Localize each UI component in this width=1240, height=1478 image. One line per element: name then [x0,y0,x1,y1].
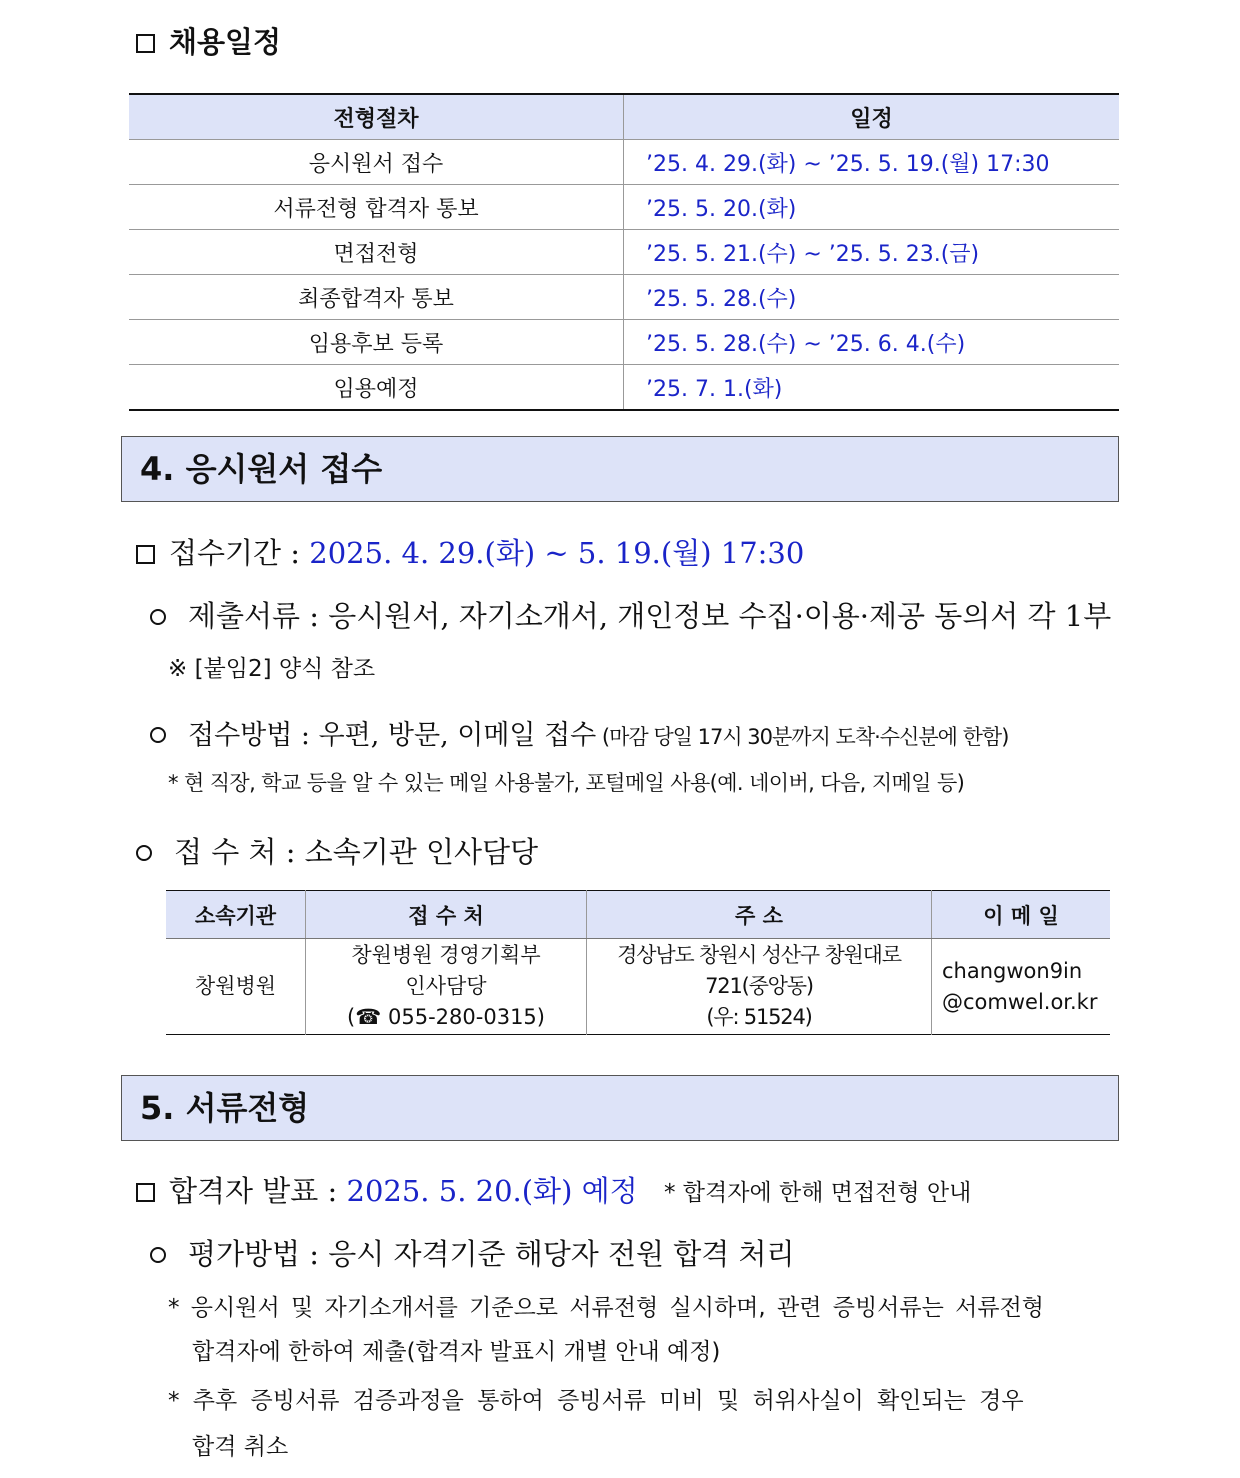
schedule-table [129,93,1119,411]
note-2-line-1: * 추후 증빙서류 검증과정을 통하여 증빙서류 미비 및 허위사실이 확인되는 경우 [168,1388,1024,1414]
method-note: * 현 직장, 학교 등을 알 수 있는 메일 사용불가, 포털메일 사용(예. 네이버, 다음, 지메일 등) [168,771,965,795]
eval-line: 평가방법 : 응시 자격기준 해당자 전원 합격 처리 [150,1232,795,1273]
table-row: 임용후보 등록 ’25. 5. 28.(수) ~ ’25. 6. 4.(수) [129,320,1119,365]
section-4-title: 4. 응시원서 접수 [121,436,1119,502]
announce-note: * 합격자에 한해 면접전형 안내 [664,1180,972,1206]
table-row: 최종합격자 통보 ’25. 5. 28.(수) [129,275,1119,320]
announce-line: 합격자 발표 : 2025. 5. 20.(화) 예정 [136,1169,638,1210]
table-row: 서류전형 합격자 통보 ’25. 5. 20.(화) [129,185,1119,230]
table-header-row [129,94,1119,140]
note-1-line-2: 합격자에 한하여 제출(합격자 발표시 개별 안내 예정) [192,1339,721,1365]
section-5-title: 5. 서류전형 [121,1075,1119,1141]
receiving-office-table [166,890,1110,1035]
docs-line: 제출서류 : 응시원서, 자기소개서, 개인정보 수집·이용·제공 동의서 각 1부 [150,594,1111,635]
checkbox-square-icon [136,545,155,564]
circle-bullet-icon [150,609,166,625]
table-row: 창원병원 창원병원 경영기획부 인사담당 (☎ 055-280-0315) 경상남도 창원시 성산구 창원대로 721(중앙동) (우: 51524) changwon9in @comwel.or.kr [166,939,1110,1035]
table-row: 응시원서 접수 ’25. 4. 29.(화) ~ ’25. 5. 19.(월) 17:30 [129,140,1119,185]
table-row: 면접전형 ’25. 5. 21.(수) ~ ’25. 5. 23.(금) [129,230,1119,275]
circle-bullet-icon [150,727,166,743]
docs-note: ※ [붙임2] 양식 참조 [168,656,376,682]
col-date-header: 일정 [624,94,1120,140]
table-row: 임용예정 ’25. 7. 1.(화) [129,365,1119,411]
col-step-header: 전형절차 [129,94,624,140]
email-cell: changwon9in @comwel.or.kr [942,958,1098,1014]
office-cell: 창원병원 경영기획부 인사담당 (☎ 055-280-0315) [306,939,587,1035]
period-line: 접수기간 : 2025. 4. 29.(화) ~ 5. 19.(월) 17:30 [136,531,804,572]
address-cell: 경상남도 창원시 성산구 창원대로 721(중앙동) (우: 51524) [587,939,932,1035]
circle-bullet-icon [136,845,152,861]
method-line: 접수방법 : 우편, 방문, 이메일 접수 (마감 당일 17시 30분까지 도착·수신분에 한함) [150,713,1008,752]
note-1-line-1: * 응시원서 및 자기소개서를 기준으로 서류전형 실시하며, 관련 증빙서류는 서류전형 [168,1295,1045,1321]
schedule-heading: 채용일정 [136,20,281,61]
circle-bullet-icon [150,1247,166,1263]
place-line: 접 수 처 : 소속기관 인사담당 [136,830,538,871]
table-header-row: 소속기관 접 수 처 주 소 이 메 일 [166,891,1110,939]
checkbox-square-icon [136,34,155,53]
checkbox-square-icon [136,1183,155,1202]
note-2-line-2: 합격 취소 [192,1434,289,1460]
